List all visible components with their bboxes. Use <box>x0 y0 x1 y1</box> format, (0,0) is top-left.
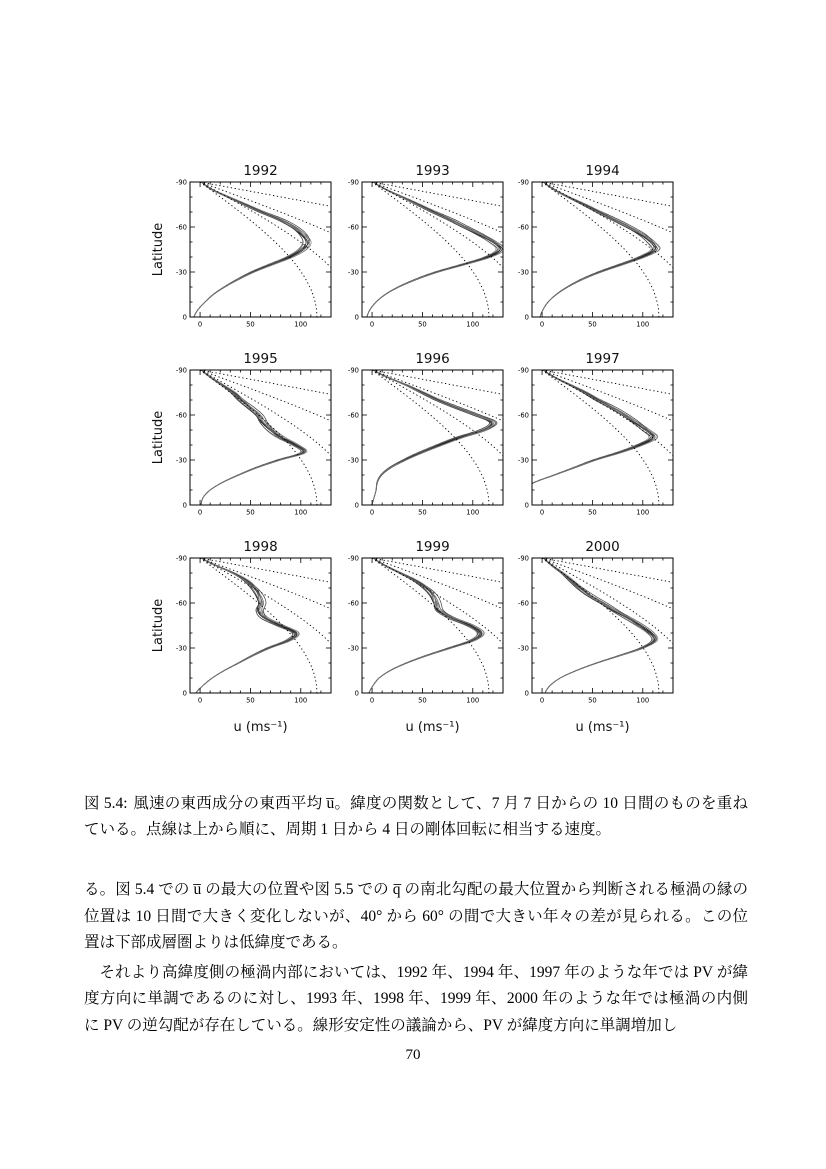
x-axis-label: u (ms⁻¹) <box>405 720 460 735</box>
y-tick-label: -30 <box>175 268 187 277</box>
panel-1992 <box>176 163 669 329</box>
figure-caption <box>84 791 748 843</box>
wind-profile-curve <box>372 370 489 505</box>
rigid-rotation-dotted-line <box>200 370 435 505</box>
rigid-rotation-dotted-line <box>200 558 668 693</box>
axis-ticks <box>348 366 503 516</box>
x-tick-label: 50 <box>246 508 255 517</box>
wind-profile-curve <box>369 558 477 693</box>
rigid-rotation-dotted-line <box>200 182 435 317</box>
y-tick-label: 0 <box>354 689 359 698</box>
wind-profile-curve <box>540 182 659 317</box>
y-tick-label: 0 <box>524 689 529 698</box>
wind-profile-curve <box>201 370 302 505</box>
axis-ticks <box>348 178 503 328</box>
wind-profile-curve <box>201 370 307 505</box>
x-tick-label: 100 <box>294 320 308 329</box>
rigid-rotation-dotted-line <box>542 370 826 505</box>
wind-profile-curve <box>372 370 493 505</box>
rigid-rotation-dotted-line <box>200 370 668 505</box>
rigid-rotation-dotted-line <box>542 558 777 693</box>
x-tick-label: 100 <box>466 696 480 705</box>
rigid-rotation-dotted-line <box>542 182 659 317</box>
wind-profile-curve <box>540 182 654 317</box>
x-tick-label: 100 <box>294 508 308 517</box>
x-tick-label: 50 <box>418 508 427 517</box>
rigid-rotation-dotted-line <box>372 370 826 505</box>
rigid-rotation-dotted-line <box>372 370 528 505</box>
panel-title: 2000 <box>585 539 620 555</box>
rigid-rotation-dotted-line <box>542 182 698 317</box>
wind-profile-curve <box>372 370 492 505</box>
y-tick-label: -60 <box>347 223 359 232</box>
wind-profile-curve <box>540 182 652 317</box>
x-tick-label: 0 <box>539 508 545 517</box>
wind-profile-curve <box>201 370 304 505</box>
wind-profile-curve <box>367 182 496 317</box>
panel-1993 <box>348 163 826 329</box>
y-axis-label: Latitude <box>151 410 166 465</box>
y-tick-label: 0 <box>182 313 187 322</box>
wind-profile-curve <box>194 182 310 317</box>
figure-caption-label: 図 5.4: <box>84 795 128 812</box>
y-tick-label: -90 <box>175 366 187 375</box>
y-tick-label: -30 <box>517 268 529 277</box>
panel-2000 <box>518 539 826 705</box>
wind-profile-curve <box>369 558 477 693</box>
page-number: 70 <box>405 1047 421 1063</box>
rigid-rotation-dotted-line <box>200 558 435 693</box>
wind-profile-curve <box>372 370 496 505</box>
panel-1994 <box>518 163 826 329</box>
axis-ticks <box>176 178 331 328</box>
y-tick-label: -90 <box>175 554 187 563</box>
wind-profile-curve <box>372 370 490 505</box>
wind-profile-curve <box>367 182 505 317</box>
y-tick-label: 0 <box>354 501 359 510</box>
panel-1996 <box>348 351 826 517</box>
y-tick-label: -90 <box>347 554 359 563</box>
x-tick-label: 0 <box>197 696 203 705</box>
y-tick-label: -90 <box>517 178 529 187</box>
y-tick-label: -60 <box>175 599 187 608</box>
rigid-rotation-dotted-line <box>542 558 698 693</box>
y-tick-label: -30 <box>347 268 359 277</box>
y-tick-label: 0 <box>524 313 529 322</box>
y-tick-label: -60 <box>175 411 187 420</box>
y-tick-label: -60 <box>347 599 359 608</box>
rigid-rotation-dotted-line <box>542 370 698 505</box>
y-tick-label: 0 <box>182 501 187 510</box>
y-tick-label: -30 <box>175 644 187 653</box>
y-tick-label: -90 <box>517 554 529 563</box>
panel-title: 1992 <box>243 163 278 179</box>
x-tick-label: 0 <box>369 508 375 517</box>
y-axis-label: Latitude <box>151 598 166 653</box>
x-tick-label: 100 <box>636 320 650 329</box>
y-tick-label: -90 <box>175 178 187 187</box>
rigid-rotation-dotted-line <box>200 182 356 317</box>
wind-profile-curve <box>544 558 656 693</box>
rigid-rotation-dotted-line <box>372 370 489 505</box>
wind-profile-curve <box>540 182 657 317</box>
x-tick-label: 0 <box>369 320 375 329</box>
y-tick-label: -60 <box>175 223 187 232</box>
y-tick-label: -30 <box>517 456 529 465</box>
paragraph: る。図 5.4 での u̅ の最大の位置や図 5.5 での q̅ の南北勾配の最大位置から判断される極渦の縁の位置は 10 日間で大きく変化しないが、40° から 60° の間で大きい年々の差が見られる。この位置は下部成層圏よりは低緯度である。 <box>84 881 748 951</box>
y-tick-label: -60 <box>517 223 529 232</box>
y-tick-label: -60 <box>517 411 529 420</box>
x-axis-label: u (ms⁻¹) <box>233 720 288 735</box>
rigid-rotation-dotted-line <box>372 182 826 317</box>
wind-profile-curve <box>201 370 305 505</box>
figure-caption-text: 風速の東西成分の東西平均 u̅。緯度の関数として、7 月 7 日からの 10 日間のものを重ねている。点線は上から順に、周期 1 日から 4 日の剛体回転に相当する速度。 <box>84 795 748 838</box>
x-tick-label: 100 <box>636 696 650 705</box>
rigid-rotation-dotted-line <box>372 558 528 693</box>
rigid-rotation-dotted-line <box>372 182 489 317</box>
x-axis-label: u (ms⁻¹) <box>575 720 630 735</box>
rigid-rotation-dotted-line <box>542 370 777 505</box>
rigid-rotation-dotted-line <box>542 370 659 505</box>
wind-profile-curve <box>540 182 651 317</box>
wind-profile-curve <box>540 182 660 317</box>
rigid-rotation-dotted-line <box>372 370 607 505</box>
y-axis-label: Latitude <box>151 222 166 277</box>
panel-title: 1996 <box>415 351 450 367</box>
x-tick-label: 100 <box>294 696 308 705</box>
panel-title: 1995 <box>243 351 278 367</box>
x-tick-label: 50 <box>418 320 427 329</box>
wind-profile-curve <box>201 370 304 505</box>
wind-profile-curve <box>367 182 498 317</box>
wind-profile-curve <box>201 370 303 505</box>
wind-profile-curve <box>201 370 306 505</box>
x-tick-label: 100 <box>466 320 480 329</box>
wind-profile-curve <box>367 182 504 317</box>
panel-1999 <box>348 539 826 705</box>
x-tick-label: 50 <box>588 696 597 705</box>
wind-profile-curve <box>372 370 497 505</box>
x-tick-label: 0 <box>369 696 375 705</box>
wind-profile-curve <box>194 182 309 317</box>
body-text <box>84 877 748 1039</box>
y-tick-label: -30 <box>347 644 359 653</box>
wind-profile-curve <box>367 182 497 317</box>
panel-1997 <box>509 351 826 517</box>
panel-title: 1993 <box>415 163 450 179</box>
x-tick-label: 0 <box>197 508 203 517</box>
x-tick-label: 100 <box>466 508 480 517</box>
axis-ticks <box>176 366 331 516</box>
wind-profile-curve <box>372 370 492 505</box>
y-tick-label: 0 <box>182 689 187 698</box>
y-tick-label: -90 <box>347 366 359 375</box>
axis-ticks <box>348 554 503 704</box>
rigid-rotation-dotted-line <box>372 558 826 693</box>
rigid-rotation-dotted-line <box>542 182 826 317</box>
y-tick-label: -30 <box>517 644 529 653</box>
wind-profile-curve <box>196 558 297 693</box>
wind-profile-curve <box>372 370 495 505</box>
wind-profile-curve <box>372 370 494 505</box>
wind-profile-curve <box>196 558 299 693</box>
x-tick-label: 50 <box>588 508 597 517</box>
x-tick-label: 0 <box>539 320 545 329</box>
x-tick-label: 50 <box>588 320 597 329</box>
panel-title: 1994 <box>585 163 620 179</box>
panel-title: 1999 <box>415 539 450 555</box>
x-tick-label: 0 <box>197 320 203 329</box>
y-tick-label: -30 <box>347 456 359 465</box>
rigid-rotation-dotted-line <box>372 182 528 317</box>
wind-profile-curve <box>201 370 305 505</box>
wind-profile-curve <box>194 182 311 317</box>
panel-title: 1997 <box>585 351 620 367</box>
rigid-rotation-dotted-line <box>372 182 607 317</box>
wind-profile-curve <box>509 370 652 505</box>
x-tick-label: 100 <box>636 508 650 517</box>
panel-1998 <box>176 539 669 705</box>
paragraph: それより高緯度側の極渦内部においては、1992 年、1994 年、1997 年のような年では PV が緯度方向に単調であるのに対し、1993 年、1998 年、1999 年、2000 年のような年では極渦の内側に PV の逆勾配が存在している。線形安定性の議論から、PV が緯度方向に単調増加し <box>84 963 748 1034</box>
panel-title: 1998 <box>243 539 278 555</box>
x-tick-label: 0 <box>539 696 545 705</box>
y-tick-label: -30 <box>175 456 187 465</box>
y-tick-label: -90 <box>517 366 529 375</box>
y-tick-label: -60 <box>517 599 529 608</box>
axis-ticks <box>176 554 331 704</box>
y-tick-label: 0 <box>354 313 359 322</box>
y-tick-label: -90 <box>347 178 359 187</box>
y-tick-label: -60 <box>347 411 359 420</box>
y-tick-label: 0 <box>524 501 529 510</box>
x-tick-label: 50 <box>246 320 255 329</box>
x-tick-label: 50 <box>246 696 255 705</box>
rigid-rotation-dotted-line <box>542 558 826 693</box>
panel-1995 <box>176 351 669 517</box>
wind-profile-curve <box>369 558 478 693</box>
rigid-rotation-dotted-line <box>200 558 317 693</box>
x-tick-label: 50 <box>418 696 427 705</box>
wind-profile-curve <box>372 370 491 505</box>
rigid-rotation-dotted-line <box>200 182 668 317</box>
